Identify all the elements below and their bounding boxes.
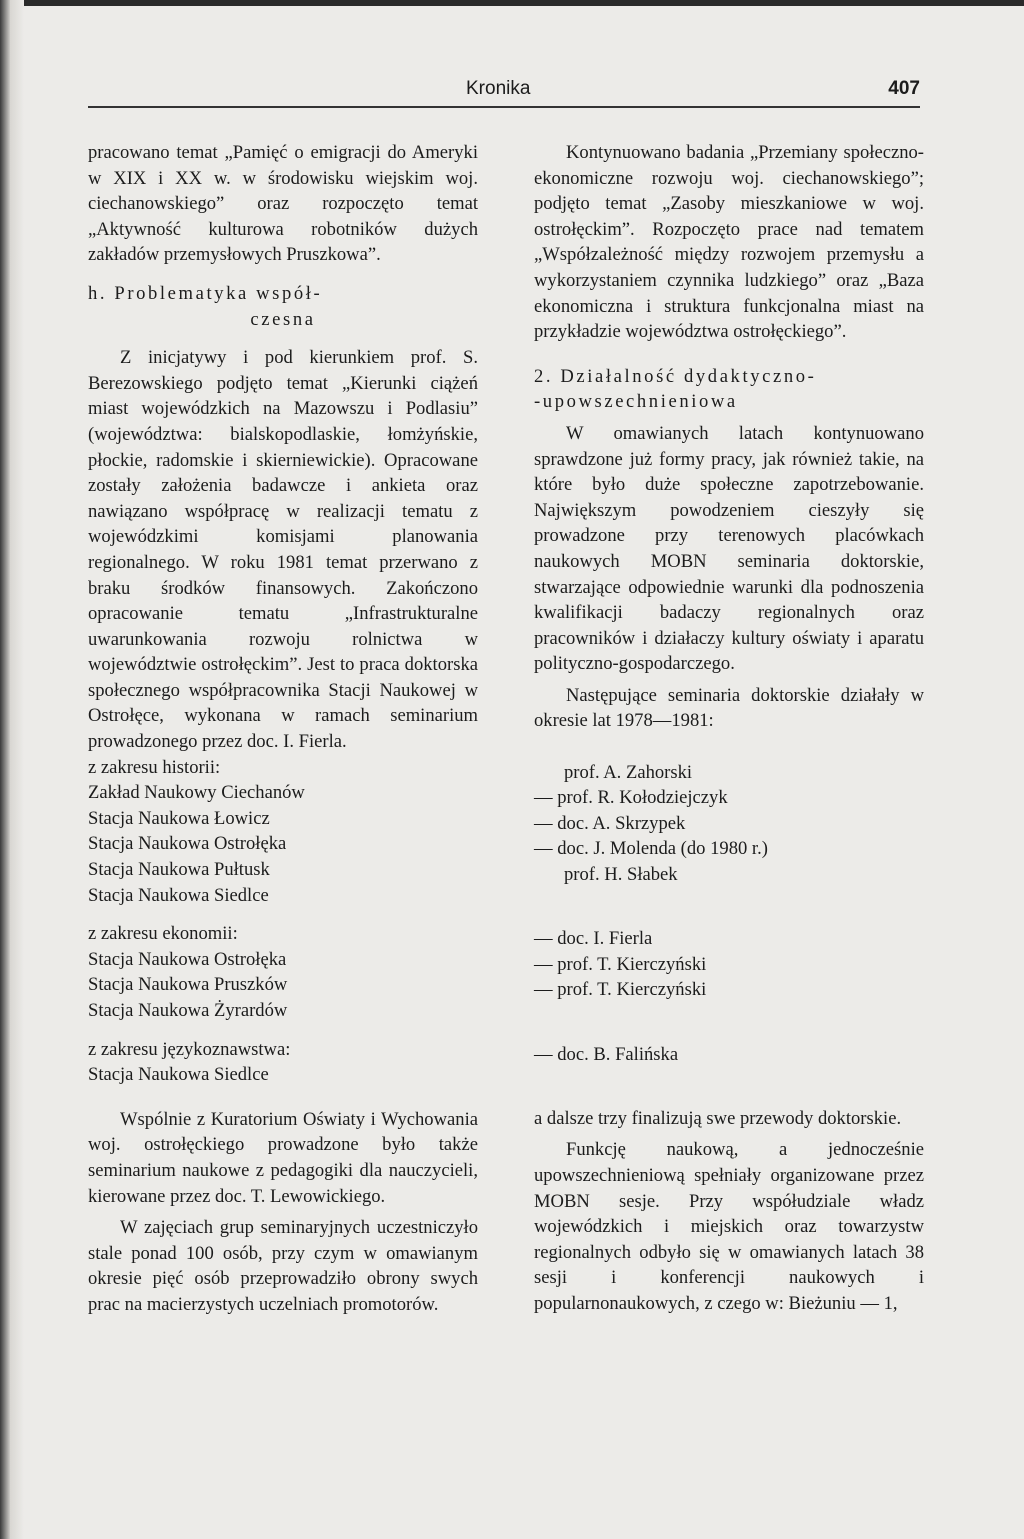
- history-station-3: Stacja Naukowa Ostrołęka: [88, 833, 287, 855]
- history-station-5: Stacja Naukowa Siedlce: [88, 884, 269, 906]
- history-leader-4: — doc. J. Molenda (do 1980 r.): [534, 838, 768, 860]
- left-paragraph-1: pracowano temat „Pamięć o emigracji do Ameryki w XIX i XX w. w środowisku wiejskim woj. ciechanowskiego” oraz rozpoczęto temat „Aktywność kulturowa robotników dużych zakładów przemysłowych Pruszkowa”.: [88, 142, 478, 266]
- right-column: [534, 140, 924, 1317]
- page-top-edge: [0, 0, 1024, 6]
- economics-station-3: Stacja Naukowa Żyrardów: [88, 1000, 288, 1021]
- page-number: 407: [888, 78, 920, 99]
- page-header: [88, 78, 920, 106]
- left-paragraph-2: Z inicjatywy i pod kierunkiem prof. S. Berezowskiego podjęto temat „Kierunki ciążeń miast wojewódzkich na Mazowszu i Podlasiu” (województwa: bialskopodlaskie, łomżyńskie, płockie, radomskie i skierniewickie). Opracowane zostały założenia badawcze i ankieta oraz nawiązano współpracę w realizacji tematu z wojewódzkimi komisjami planowania regionalnego. W roku 1981 temat przerwano z braku środków finansowych. Zakończono opracowanie tematu „Infrastrukturalne uwarunkowania rozwoju rolnictwa w województwie ostrołęckim”. Jest to praca doktorska społecznego współpracownika Stacji Naukowej w Ostrołęce, wykonana w ramach seminarium prowadzonego przez doc. I. Fierla.: [88, 347, 478, 753]
- page-binding-shadow: [0, 0, 10, 1539]
- economics-station-2: Stacja Naukowa Pruszków: [88, 974, 288, 996]
- section-2-heading-line-1: 2. Działalność dydaktyczno-: [534, 365, 817, 387]
- right-paragraph-1: Kontynuowano badania „Przemiany społeczno-ekonomiczne rozwoju woj. ciechanowskiego”; podjęto temat „Zasoby mieszkaniowe w woj. ostrołęckim”. Rozpoczęto prace nad tematem „Współzależność między rozwojem przemysłu a wykorzystaniem czynnika ludzkiego” oraz „Baza ekonomiczna i struktura funkcjonalna miast na przykładzie województwa ostrołęckiego”.: [534, 142, 924, 343]
- history-station-1: Zakład Naukowy Ciechanów: [88, 782, 305, 804]
- right-paragraph-2: W omawianych latach kontynuowano sprawdzone już formy pracy, jak również takie, na które było duże społeczne zapotrzebowanie. Największym powodzeniem cieszyły się prowadzone przy terenowych placówkach naukowych MOBN seminaria doktorskie, stwarzające odpowiednie warunki dla podnoszenia kwalifikacji badaczy regionalnych oraz pracowników i działaczy kultury oświaty i aparatu polityczno-gospodarczego.: [534, 422, 924, 675]
- economics-leader-2: — prof. T. Kierczyński: [534, 953, 707, 975]
- right-paragraph-4: a dalsze trzy finalizują swe przewody doktorskie.: [534, 1107, 902, 1129]
- section-2-heading-line-2: -upowszechnieniowa: [534, 391, 738, 413]
- history-heading: z zakresu historii:: [88, 756, 221, 778]
- history-leader-1: prof. A. Zahorski: [564, 761, 693, 783]
- economics-leader-3: — prof. T. Kierczyński: [534, 979, 707, 1001]
- linguistics-leader-1: — doc. B. Falińska: [534, 1043, 679, 1065]
- section-h-heading-line-1: h. Problematyka współ-: [88, 282, 323, 304]
- history-leader-5: prof. H. Słabek: [564, 864, 678, 886]
- left-column: [88, 140, 478, 1318]
- history-station-2: Stacja Naukowa Łowicz: [88, 807, 270, 829]
- economics-heading: z zakresu ekonomii:: [88, 923, 238, 945]
- left-paragraph-3: Wspólnie z Kuratorium Oświaty i Wychowania woj. ostrołęckiego prowadzone było także seminarium naukowe z pedagogiki dla nauczycieli, kierowane przez doc. T. Lewowickiego.: [88, 1108, 478, 1207]
- history-leader-2: — prof. R. Kołodziejczyk: [534, 787, 728, 809]
- history-station-4: Stacja Naukowa Pułtusk: [88, 859, 270, 881]
- economics-leader-1: — doc. I. Fierla: [534, 928, 653, 950]
- right-paragraph-3: Następujące seminaria doktorskie działały w okresie lat 1978—1981:: [534, 684, 924, 732]
- economics-station-1: Stacja Naukowa Ostrołęka: [88, 948, 287, 970]
- page-binding-fade: [10, 0, 24, 1539]
- header-rule: [88, 106, 920, 108]
- linguistics-station-1: Stacja Naukowa Siedlce: [88, 1064, 269, 1086]
- linguistics-heading: z zakresu językoznawstwa:: [88, 1038, 291, 1060]
- left-paragraph-4: W zajęciach grup seminaryjnych uczestniczyło stale ponad 100 osób, przy czym w omawianym okresie pięć osób przeprowadziło obrony swych prac na macierzystych uczelniach promotorów.: [88, 1217, 478, 1315]
- right-paragraph-5: Funkcję naukową, a jednocześnie upowszechnieniową spełniały organizowane przez MOBN sesje. Przy współudziale władz wojewódzkich i miejskich oraz towarzystw regionalnych odbyło się w omawianych latach 38 sesji i konferencji naukowych i popularnonaukowych, z czego w: Bieżuniu — 1,: [534, 1139, 924, 1314]
- running-title: Kronika: [466, 78, 531, 99]
- history-leader-3: — doc. A. Skrzypek: [534, 812, 686, 834]
- section-h-heading-line-2: czesna: [250, 308, 316, 330]
